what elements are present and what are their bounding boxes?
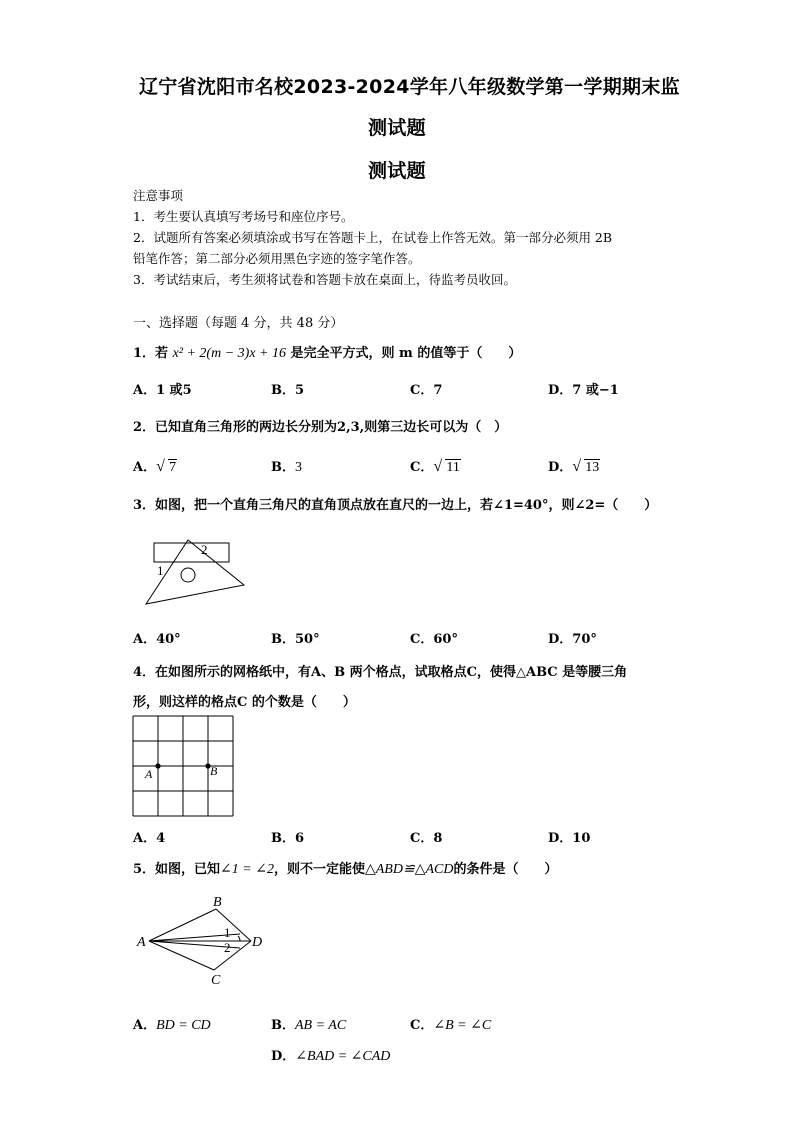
q5-option-d[interactable] (271, 1045, 390, 1065)
page-title-line1: 辽宁省沈阳市名校2023-2024学年八年级数学第一学期期末监 (139, 76, 680, 98)
sqrt-symbol (433, 460, 460, 476)
section-heading: 一、选择题（每题 4 分，共 48 分） (133, 316, 344, 331)
q5-option-a[interactable] (133, 1014, 211, 1034)
notes-item: 1．考生要认真填写考场号和座位序号。 (133, 209, 354, 224)
grid-lines (133, 716, 233, 816)
q1-option-b[interactable]: B．5 (271, 383, 305, 398)
q1-expression: x² + 2(m − 3)x + 16 (172, 346, 286, 361)
page-title-line3: 测试题 (368, 160, 426, 182)
q1-prefix: 1．若 (133, 346, 169, 361)
q5-option-c-value: ∠B = ∠C (433, 1018, 492, 1033)
q5-option-c-label: C． (410, 1018, 434, 1033)
point-a (155, 763, 160, 768)
q1-option-d[interactable]: D．7 或−1 (548, 383, 619, 398)
q2-option-b-value: 3 (295, 460, 302, 475)
q4-option-b[interactable]: B．6 (271, 831, 305, 846)
question-4-stem-line1: 4．在如图所示的网格纸中，有A、B 两个格点，试取格点C，使得△ABC 是等腰三角 (133, 665, 628, 680)
question-1-stem (133, 342, 521, 362)
q1-suffix: 是完全平方式，则 m 的值等于（ ） (290, 346, 522, 361)
vertex-b-label: B (213, 895, 222, 910)
notes-item: 2．试题所有答案必须填涂或书写在答题卡上，在试卷上作答无效。第一部分必须用 2B (133, 230, 613, 245)
q2-option-c[interactable] (410, 456, 461, 476)
q5-option-a-label: A． (133, 1018, 157, 1033)
vertex-c-label: C (211, 973, 221, 988)
notes-item: 铅笔作答；第二部分必须用黑色字迹的签字笔作答。 (133, 251, 421, 266)
angle-label-1: 1 (157, 563, 164, 578)
q5-option-c[interactable] (410, 1014, 491, 1034)
q5-stem-suffix: 的条件是（ ） (453, 862, 558, 877)
q2-option-c-label: C． (410, 460, 434, 475)
q4-option-c[interactable]: C．8 (410, 831, 443, 846)
notes-heading: 注意事项 (133, 188, 184, 203)
q1-option-c[interactable]: C．7 (410, 383, 443, 398)
q2-option-b[interactable] (271, 456, 302, 476)
question-4-stem-line2: 形，则这样的格点C 的个数是（ ） (133, 695, 356, 710)
q1-option-a[interactable]: A．1 或5 (133, 383, 192, 398)
q5-stem-prefix: 5．如图，已知 (133, 862, 221, 877)
page-title-line2: 测试题 (368, 117, 426, 139)
question-5-stem (133, 858, 557, 878)
question-2-stem: 2．已知直角三角形的两边长分别为2,3,则第三边长可以为（ ） (133, 420, 508, 435)
q2-option-d[interactable] (548, 456, 600, 476)
q2-option-a-label: A． (133, 460, 157, 475)
question-3-stem: 3．如图，把一个直角三角尺的直角顶点放在直尺的一边上，若∠1=40°，则∠2=（ ） (133, 498, 658, 513)
q4-option-d[interactable]: D．10 (548, 831, 591, 846)
sqrt-symbol (572, 460, 600, 476)
q2-option-d-label: D． (548, 460, 573, 475)
q5-option-a-value: BD = CD (156, 1018, 211, 1033)
q5-figure (134, 890, 274, 990)
q2-option-b-label: B． (271, 460, 295, 475)
sqrt-symbol (156, 460, 177, 476)
notes-section (133, 185, 612, 290)
ruler (154, 543, 229, 562)
point-b-label: B (210, 764, 218, 778)
q5-option-b-value: AB = AC (295, 1018, 347, 1033)
q5-congruence: △ABD≌△ACD (364, 862, 454, 877)
notes-item: 3．考试结束后，考生须将试卷和答题卡放在桌面上，待监考员收回。 (133, 272, 516, 287)
vertex-d-label: D (252, 935, 263, 950)
q5-option-b[interactable] (271, 1014, 346, 1034)
point-a-label: A (145, 767, 153, 781)
q3-option-b[interactable]: B．50° (271, 632, 320, 647)
q2-option-a[interactable] (133, 456, 177, 476)
q4-grid-figure (131, 714, 235, 818)
q2-option-c-value: 11 (446, 460, 460, 475)
q2-option-d-value: 13 (585, 460, 600, 475)
q5-stem-middle: ，则不一定能使 (273, 862, 365, 877)
q5-option-d-label: D． (271, 1049, 296, 1064)
q4-option-a[interactable]: A．4 (133, 831, 166, 846)
q2-option-a-value: 7 (169, 460, 177, 475)
angle-label-1: 1 (224, 925, 231, 940)
q5-option-d-value: ∠BAD = ∠CAD (295, 1049, 391, 1064)
set-square-hole (181, 568, 195, 582)
angle-label-2: 2 (201, 542, 208, 557)
vertex-a-label: A (137, 935, 146, 950)
q3-figure (140, 538, 250, 608)
q5-option-b-label: B． (271, 1018, 295, 1033)
q3-option-d[interactable]: D．70° (548, 632, 597, 647)
q3-option-a[interactable]: A．40° (133, 632, 181, 647)
angle-label-2: 2 (224, 940, 231, 955)
q3-option-c[interactable]: C．60° (410, 632, 458, 647)
q5-condition: ∠1 = ∠2 (220, 862, 274, 877)
